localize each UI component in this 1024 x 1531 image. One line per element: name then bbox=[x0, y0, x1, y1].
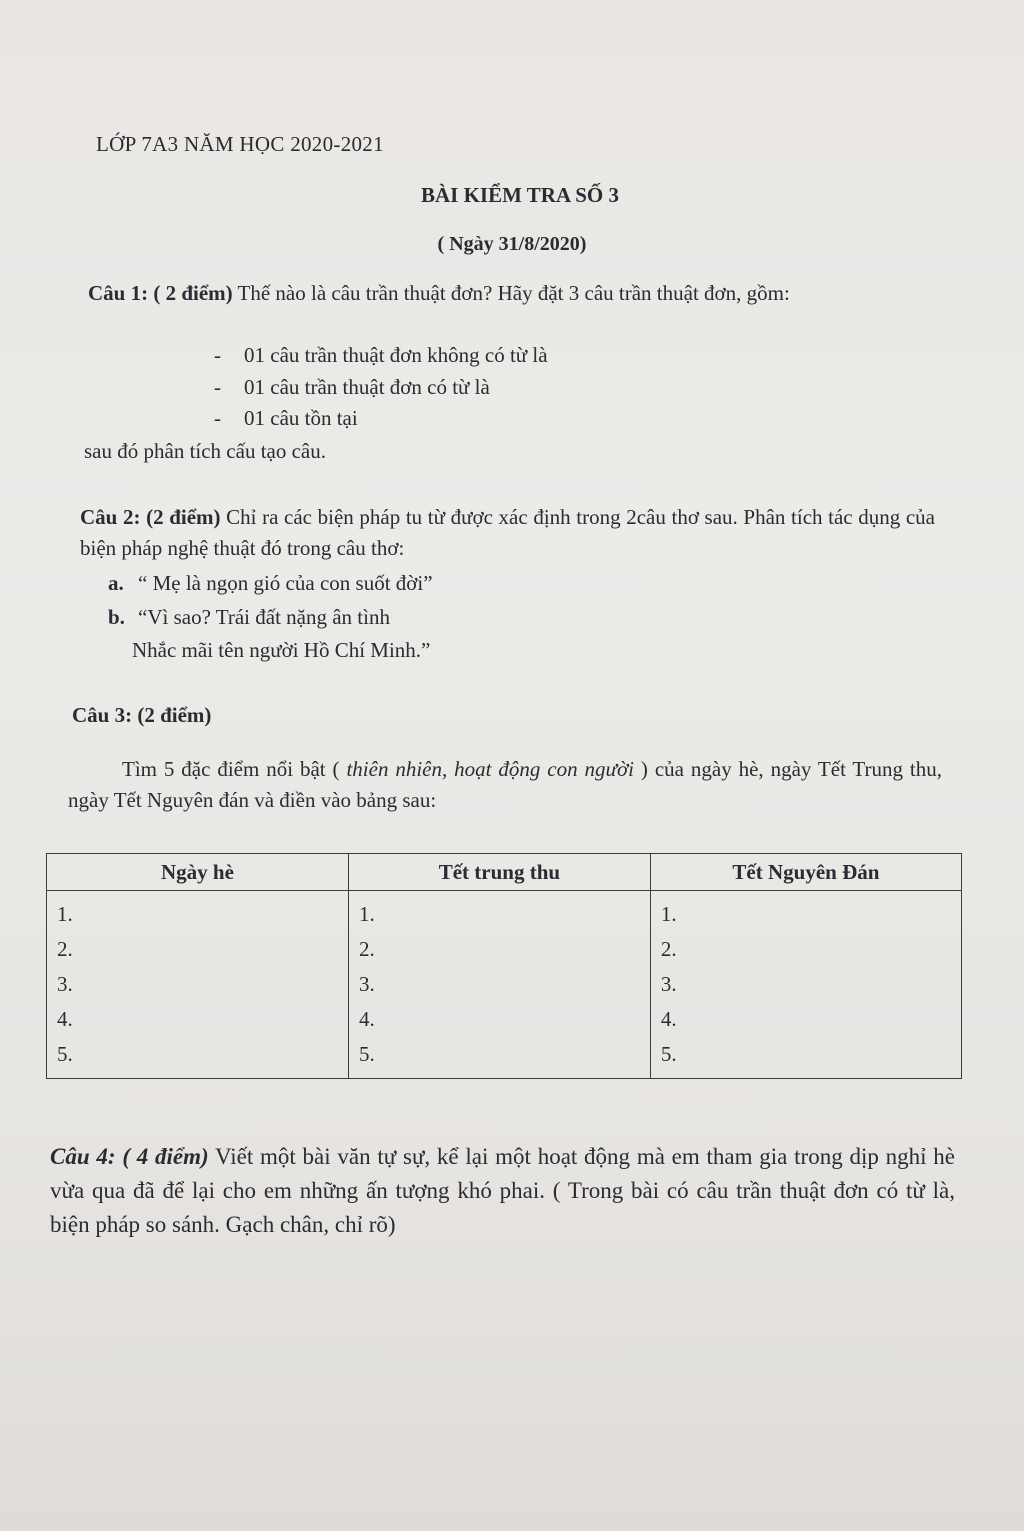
table-header: Tết trung thu bbox=[348, 854, 650, 891]
exam-date: ( Ngày 31/8/2020) bbox=[437, 233, 587, 255]
question-1 bbox=[88, 278, 928, 309]
question-2-item-a: a. “ Mẹ là ngọn gió của con suốt đời” bbox=[108, 571, 433, 595]
exam-title: BÀI KIỂM TRA SỐ 3 bbox=[421, 183, 619, 207]
question-1-bullet: - 01 câu trần thuật đơn không có từ là bbox=[214, 343, 548, 367]
question-1-bullet: - 01 câu trần thuật đơn có từ là bbox=[214, 375, 490, 399]
question-4 bbox=[50, 1140, 955, 1242]
question-1-after-text: sau đó phân tích cấu tạo câu. bbox=[84, 439, 326, 463]
question-4-label: Câu 4: ( 4 điểm) bbox=[50, 1144, 209, 1169]
question-2-item-b-line-2: Nhắc mãi tên người Hồ Chí Minh.” bbox=[132, 638, 431, 662]
question-2-item-b: b. “Vì sao? Trái đất nặng ân tình bbox=[108, 605, 390, 629]
question-1-text: Thế nào là câu trần thuật đơn? Hãy đặt 3 câu trần thuật đơn, gồm: bbox=[232, 281, 790, 305]
question-1-label: Câu 1: ( 2 điểm) bbox=[88, 281, 233, 305]
table-cell-tet-nguyen-dan: 1. 2. 3. 4. 5. bbox=[650, 891, 961, 1079]
table-cell-ngay-he: 1. 2. 3. 4. 5. bbox=[47, 891, 349, 1079]
question-2-label: Câu 2: (2 điểm) bbox=[80, 505, 221, 529]
table-header: Tết Nguyên Đán bbox=[650, 854, 961, 891]
features-table bbox=[46, 853, 962, 1079]
question-2-text: Chỉ ra các biện pháp tu từ được xác định trong 2câu thơ sau. Phân tích tác dụng của biện pháp nghệ thuật đó trong câu thơ: bbox=[80, 505, 935, 560]
question-3-label: Câu 3: (2 điểm) bbox=[72, 703, 212, 727]
table-header: Ngày hè bbox=[47, 854, 349, 891]
question-2 bbox=[80, 502, 935, 564]
question-3-text: Tìm 5 đặc điểm nổi bật ( thiên nhiên, hoạt động con người ) của ngày hè, ngày Tết Trung thu, ngày Tết Nguyên đán và điền vào bảng sau: bbox=[68, 757, 943, 812]
question-1-bullet: - 01 câu tồn tại bbox=[214, 406, 358, 430]
class-year-header: LỚP 7A3 NĂM HỌC 2020-2021 bbox=[96, 132, 384, 156]
table-cell-tet-trung-thu: 1. 2. 3. 4. 5. bbox=[348, 891, 650, 1079]
question-4-text: Viết một bài văn tự sự, kể lại một hoạt động mà em tham gia trong dịp nghỉ hè vừa qua đã để lại cho em những ấn tượng khó phai. ( Trong bài có câu trần thuật đơn có từ là, biện pháp so sánh. Gạch chân, chỉ rõ) bbox=[50, 1144, 955, 1237]
